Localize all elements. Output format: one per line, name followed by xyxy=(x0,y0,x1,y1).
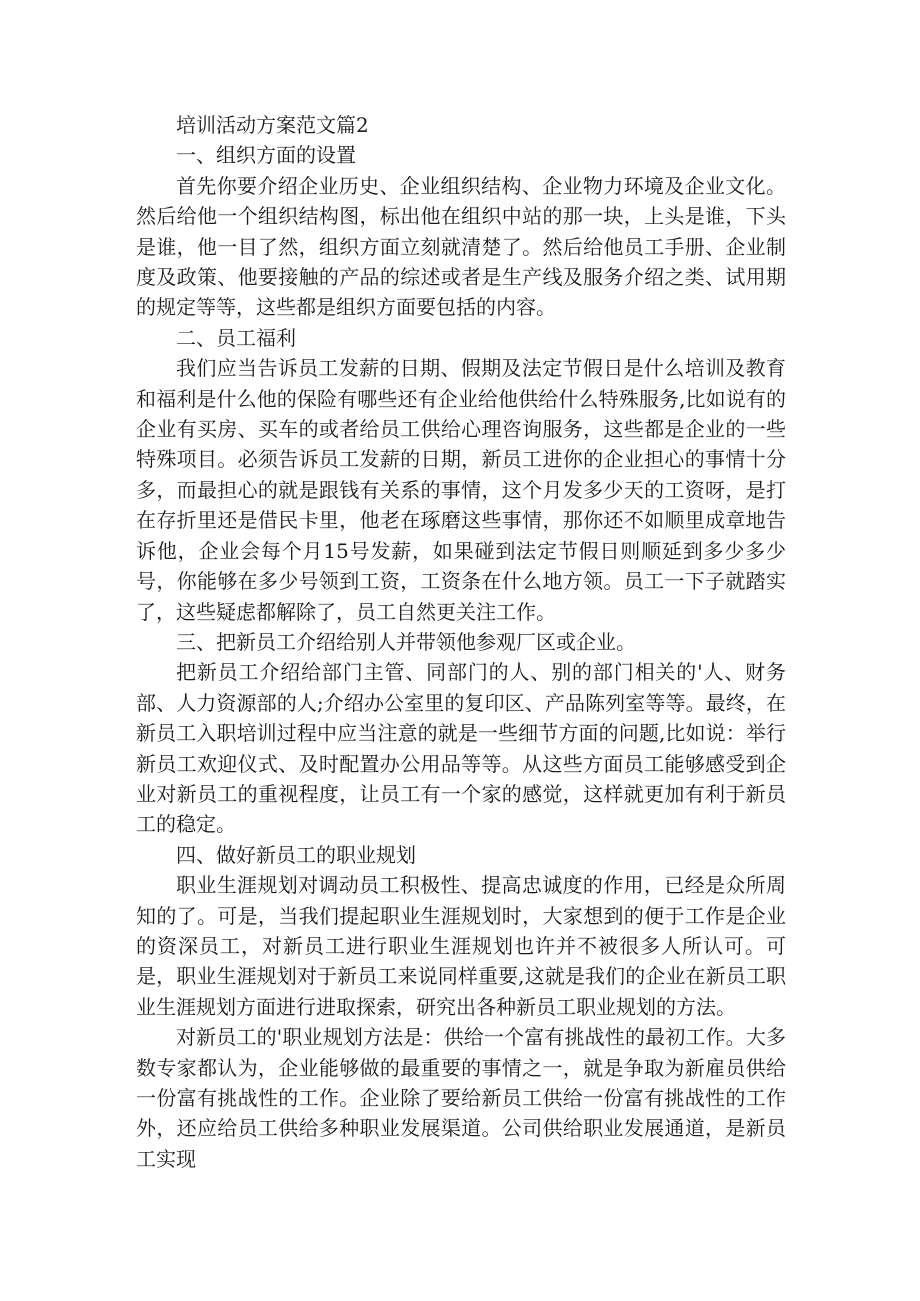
paragraph-career-methods: 对新员工的'职业规划方法是：供给一个富有挑战性的最初工作。大多数专家都认为，企业能够做的最重要的事情之一，就是争取为新雇员供给一份富有挑战性的工作。企业除了要给新员工供给一份富有挑战性的工作外，还应给员工供给多种职业发展渠道。公司供给职业发展通道，是新员工实现 xyxy=(136,1025,786,1171)
section-heading-2: 二、员工福利 xyxy=(176,325,296,350)
paragraph-introduction: 把新员工介绍给部门主管、同部门的人、别的部门相关的'人、财务部、人力资源部的人;介绍办公室里的复印区、产品陈列室等等。最终，在新员工入职培训过程中应当注意的就是一些细节方面的问题,比如说：举行新员工欢迎仪式、及时配置办公用品等等。从这些方面员工能够感受到企业对新员工的重视程度，让员工有一个家的感觉，这样就更加有利于新员工的稳定。 xyxy=(136,660,786,837)
paragraph-benefits: 我们应当告诉员工发薪的日期、假期及法定节假日是什么培训及教育和福利是什么他的保险有哪些还有企业给他供给什么特殊服务,比如说有的企业有买房、买车的或者给员工供给心理咨询服务，这些都是企业的一些特殊项目。必须告诉员工发薪的日期，新员工进你的企业担心的事情十分多，而最担心的就是跟钱有关系的事情，这个月发多少天的工资呀，是打在存折里还是借民卡里，他老在琢磨这些事情，那你还不如顺里成章地告诉他，企业会每个月15号发薪，如果碰到法定节假日则顺延到多少多少号，你能够在多少号领到工资，工资条在什么地方领。员工一下子就踏实了，这些疑虑都解除了，员工自然更关注工作。 xyxy=(136,356,786,624)
section-heading-3: 三、把新员工介绍给别人并带领他参观厂区或企业。 xyxy=(176,629,636,654)
document-title: 培训活动方案范文篇2 xyxy=(176,113,369,137)
section-heading-4: 四、做好新员工的职业规划 xyxy=(176,842,416,867)
document-body xyxy=(136,110,786,1174)
section-heading-1: 一、组织方面的设置 xyxy=(176,143,356,168)
paragraph-career-planning: 职业生涯规划对调动员工积极性、提高忠诚度的作用，已经是众所周知的了。可是，当我们提起职业生涯规划时，大家想到的便于工作是企业的资深员工，对新员工进行职业生涯规划也许并不被很多人所认可。可是，职业生涯规划对于新员工来说同样重要,这就是我们的企业在新员工职业生涯规划方面进行进取探索，研究出各种新员工职业规划的方法。 xyxy=(136,873,786,1019)
paragraph-organization: 首先你要介绍企业历史、企业组织结构、企业物力环境及企业文化。然后给他一个组织结构图，标出他在组织中站的那一块，上头是谁，下头是谁，他一目了然，组织方面立刻就清楚了。然后给他员工手册、企业制度及政策、他要接触的产品的综述或者是生产线及服务介绍之类、试用期的规定等等，这些都是组织方面要包括的内容。 xyxy=(136,173,786,320)
